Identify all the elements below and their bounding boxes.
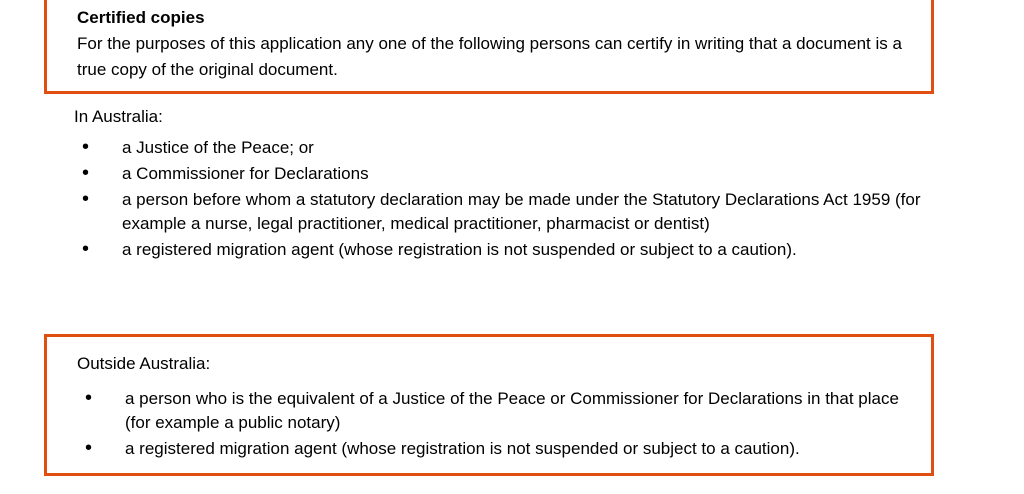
outside-australia-label: Outside Australia: [77, 354, 211, 373]
in-australia-list [74, 136, 954, 262]
certified-copies-callout [44, 0, 934, 94]
list-item: • a person who is the equivalent of a Justice of the Peace or Commissioner for Declarations in that place (for example a public notary) [77, 387, 921, 435]
in-australia-section [74, 104, 954, 264]
outside-australia-list [77, 387, 921, 461]
in-australia-label: In Australia: [74, 107, 163, 126]
certified-copies-paragraph: For the purposes of this application any one of the following persons can certify in writing that a document is a true copy of the original document. [77, 34, 902, 79]
list-item: • a registered migration agent (whose registration is not suspended or subject to a caution). [77, 437, 921, 461]
list-item: • a person before whom a statutory declaration may be made under the Statutory Declarations Act 1959 (for example a nurse, legal practitioner, medical practitioner, pharmacist or dentist) [74, 188, 954, 236]
list-item: • a registered migration agent (whose registration is not suspended or subject to a caution). [74, 238, 954, 262]
list-item: • a Commissioner for Declarations [74, 162, 954, 186]
list-item: • a Justice of the Peace; or [74, 136, 954, 160]
certified-copies-heading: Certified copies [77, 8, 205, 27]
outside-australia-callout [44, 334, 934, 476]
